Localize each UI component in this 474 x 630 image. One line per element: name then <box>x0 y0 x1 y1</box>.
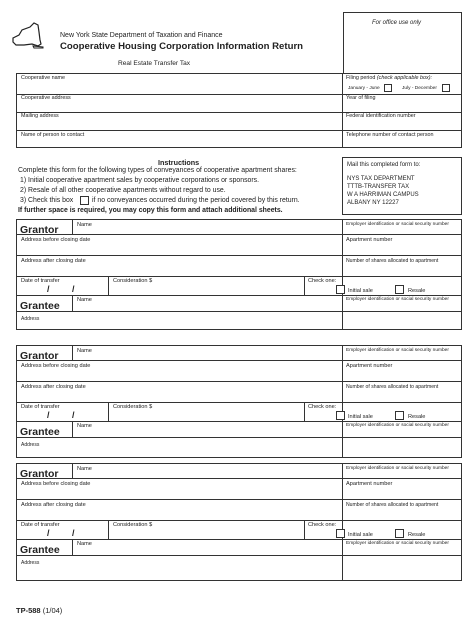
resale-label-3: Resale <box>408 532 426 538</box>
contact-person-field[interactable]: Name of person to contact <box>21 132 85 138</box>
filing-period-text: Filing period <box>346 75 376 81</box>
address-after-field-1[interactable]: Address after closing date <box>21 258 86 264</box>
federal-id-field[interactable]: Federal identification number <box>346 113 416 119</box>
form-revision: (1/04) <box>42 606 63 615</box>
grantee-name-field-1[interactable]: Name <box>77 297 92 303</box>
grantee-ein-field-1[interactable]: Employer identification or social security number <box>346 297 449 302</box>
grantor-name-field-3[interactable]: Name <box>77 466 92 472</box>
grantee-address-field-1[interactable]: Address <box>21 316 40 322</box>
instructions-note: If further space is required, you may copy this form and attach additional sheets. <box>18 207 283 214</box>
initial-sale-checkbox-1[interactable] <box>336 285 345 294</box>
mail-line-4: ALBANY NY 12227 <box>347 200 399 206</box>
initial-sale-checkbox-2[interactable] <box>336 411 345 420</box>
shares-field-2[interactable]: Number of shares allocated to apartment <box>346 384 439 390</box>
check-one-label-3: Check one: <box>308 522 337 528</box>
grantor-heading-1: Grantor <box>20 224 59 236</box>
grantor-heading-3: Grantor <box>20 468 59 480</box>
date-slash-b-3: / <box>72 528 75 538</box>
jan-june-checkbox[interactable] <box>384 84 392 92</box>
jan-june-label: January - June <box>348 86 380 91</box>
apartment-number-field-1[interactable]: Apartment number <box>346 237 393 243</box>
instructions-item-3b: if no conveyances occurred during the period covered by this return. <box>92 197 300 204</box>
filing-period-note: (check applicable box): <box>376 75 433 81</box>
grantee-address-field-2[interactable]: Address <box>21 442 40 448</box>
form-number: TP-588 <box>16 606 41 615</box>
instructions-heading: Instructions <box>158 158 200 167</box>
instructions-item-3a: 3) Check this box <box>20 197 74 204</box>
resale-label-2: Resale <box>408 414 426 420</box>
resale-label-1: Resale <box>408 288 426 294</box>
mail-line-3: W A HARRIMAN CAMPUS <box>347 192 419 198</box>
contact-phone-field[interactable]: Telephone number of contact person <box>346 132 434 138</box>
consideration-field-2[interactable]: Consideration $ <box>113 404 153 410</box>
consideration-field-3[interactable]: Consideration $ <box>113 522 153 528</box>
grantor-ein-field-2[interactable]: Employer identification or social security number <box>346 348 449 353</box>
address-before-field-2[interactable]: Address before closing date <box>21 363 91 369</box>
cooperative-address-field[interactable]: Cooperative address <box>21 95 71 101</box>
date-of-transfer-field-3[interactable]: Date of transfer <box>21 522 60 528</box>
grantor-name-field-1[interactable]: Name <box>77 222 92 228</box>
date-of-transfer-field-1[interactable]: Date of transfer <box>21 278 60 284</box>
initial-sale-checkbox-3[interactable] <box>336 529 345 538</box>
grantee-name-field-3[interactable]: Name <box>77 541 92 547</box>
grantor-heading-2: Grantor <box>20 350 59 362</box>
date-slash-b-1: / <box>72 284 75 294</box>
cooperative-name-field[interactable]: Cooperative name <box>21 75 66 81</box>
no-conveyances-checkbox[interactable] <box>80 196 89 205</box>
date-of-transfer-field-2[interactable]: Date of transfer <box>21 404 60 410</box>
department-name: New York State Department of Taxation and Finance <box>60 32 223 39</box>
apartment-number-field-2[interactable]: Apartment number <box>346 363 393 369</box>
initial-sale-label-1: Initial sale <box>348 288 373 294</box>
address-after-field-2[interactable]: Address after closing date <box>21 384 86 390</box>
check-one-label-1: Check one: <box>308 278 337 284</box>
grantee-heading-3: Grantee <box>20 544 60 556</box>
year-of-filing-field[interactable]: Year of filing <box>346 95 376 101</box>
form-id <box>16 606 62 615</box>
date-slash-a-2: / <box>47 410 50 420</box>
instructions-item-1: 1) Initial cooperative apartment sales by cooperative corporations or sponsors. <box>20 177 259 184</box>
mail-line-2: TTTB-TRANSFER TAX <box>347 184 410 190</box>
grantee-ein-field-3[interactable]: Employer identification or social security number <box>346 541 449 546</box>
address-after-field-3[interactable]: Address after closing date <box>21 502 86 508</box>
nys-state-outline-icon <box>10 20 44 50</box>
address-before-field-1[interactable]: Address before closing date <box>21 237 91 243</box>
mailing-address-field[interactable]: Mailing address <box>21 113 59 119</box>
resale-checkbox-1[interactable] <box>395 285 404 294</box>
date-slash-b-2: / <box>72 410 75 420</box>
instructions-item-2: 2) Resale of all other cooperative apartments without regard to use. <box>20 187 226 194</box>
filing-period-label <box>346 76 432 82</box>
transfer-section-1-frame <box>16 219 462 330</box>
grantee-heading-2: Grantee <box>20 426 60 438</box>
form-subtitle: Real Estate Transfer Tax <box>118 60 191 67</box>
apartment-number-field-3[interactable]: Apartment number <box>346 481 393 487</box>
shares-field-3[interactable]: Number of shares allocated to apartment <box>346 502 439 508</box>
office-use-label: For office use only <box>372 20 422 26</box>
grantor-ein-field-1[interactable]: Employer identification or social security number <box>346 222 449 227</box>
initial-sale-label-2: Initial sale <box>348 414 373 420</box>
jul-dec-checkbox[interactable] <box>442 84 450 92</box>
check-one-label-2: Check one: <box>308 404 337 410</box>
form-title: Cooperative Housing Corporation Information Return <box>60 41 304 52</box>
grantee-heading-1: Grantee <box>20 300 60 312</box>
consideration-field-1[interactable]: Consideration $ <box>113 278 153 284</box>
resale-checkbox-3[interactable] <box>395 529 404 538</box>
date-slash-a-1: / <box>47 284 50 294</box>
grantee-ein-field-2[interactable]: Employer identification or social security number <box>346 423 449 428</box>
grantee-address-field-3[interactable]: Address <box>21 560 40 566</box>
shares-field-1[interactable]: Number of shares allocated to apartment <box>346 258 439 264</box>
jul-dec-label: July - December <box>402 86 437 91</box>
address-before-field-3[interactable]: Address before closing date <box>21 481 91 487</box>
date-slash-a-3: / <box>47 528 50 538</box>
instructions-intro: Complete this form for the following types of conveyances of cooperative apartment shares: <box>18 167 297 174</box>
mail-line-1: NYS TAX DEPARTMENT <box>347 176 415 182</box>
grantor-ein-field-3[interactable]: Employer identification or social security number <box>346 466 449 471</box>
grantor-name-field-2[interactable]: Name <box>77 348 92 354</box>
grantee-name-field-2[interactable]: Name <box>77 423 92 429</box>
initial-sale-label-3: Initial sale <box>348 532 373 538</box>
mail-to-label: Mail this completed form to: <box>347 162 421 168</box>
resale-checkbox-2[interactable] <box>395 411 404 420</box>
